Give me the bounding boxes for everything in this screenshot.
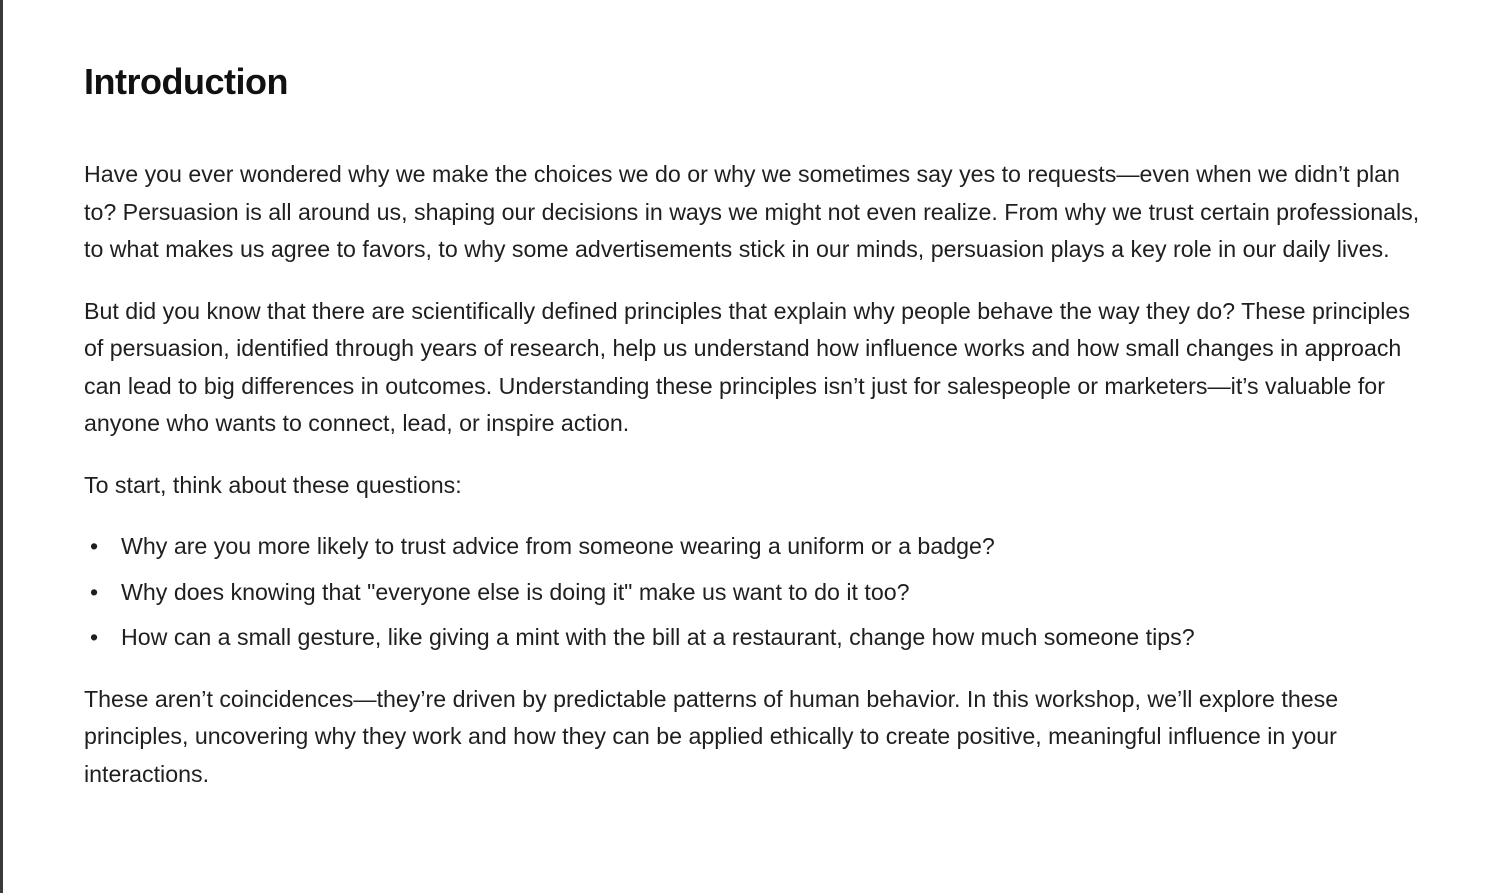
closing-paragraph: These aren’t coincidences—they’re driven by predictable patterns of human behavior. In this workshop, we’ll explore these principles, uncovering why they work and how they can be applied ethically to create positive, meaningful influence in your interactions. bbox=[84, 685, 1339, 787]
bullet-icon: • bbox=[89, 533, 99, 559]
list-item-text: Why does knowing that "everyone else is doing it" make us want to do it too? bbox=[121, 578, 910, 605]
bullet-icon: • bbox=[89, 624, 99, 650]
intro-paragraph-3: To start, think about these questions: bbox=[84, 471, 462, 498]
list-item-text: Why are you more likely to trust advice from someone wearing a uniform or a badge? bbox=[121, 533, 995, 559]
intro-paragraph-2: But did you know that there are scientifically defined principles that explain why people behave the way they do? These principles of persuasion, identified through years of research, help us understand how influence works and how small changes in approach can lead to big differences in outcomes. Understanding these principles isn’t just for salespeople or marketers—it’s valuable for anyone who wants to connect, lead, or inspire action. bbox=[84, 297, 1410, 436]
intro-paragraph-1: Have you ever wondered why we make the choices we do or why we sometimes say yes to requests—even when we didn’t plan to? Persuasion is all around us, shaping our decisions in ways we might not even realize. From why we trust certain professionals, to what makes us agree to favors, to why some advertisements stick in our minds, persuasion plays a key role in our daily lives. bbox=[84, 161, 1420, 262]
left-border-rule bbox=[0, 0, 3, 893]
document-content bbox=[84, 58, 1429, 817]
page-title: Introduction bbox=[84, 61, 288, 102]
list-item bbox=[84, 574, 1429, 612]
list-item bbox=[84, 619, 1429, 657]
questions-list bbox=[84, 528, 1429, 657]
list-item bbox=[84, 528, 1429, 566]
list-item-text: How can a small gesture, like giving a mint with the bill at a restaurant, change how much someone tips? bbox=[121, 624, 1195, 650]
bullet-icon: • bbox=[89, 578, 99, 605]
